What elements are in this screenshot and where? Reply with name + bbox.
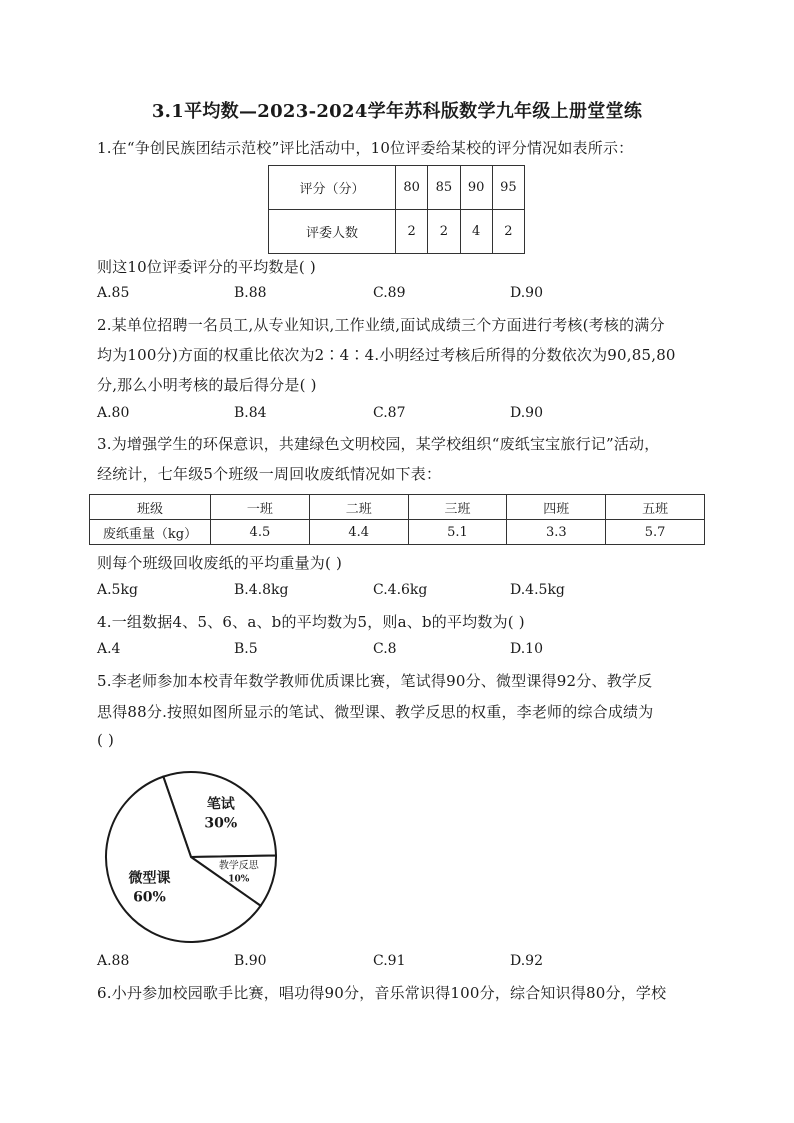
table-cell: 5.1 — [408, 520, 507, 545]
q2-options — [97, 405, 717, 425]
table-cell: 95 — [492, 166, 524, 210]
pie-slice-label: 笔试 — [206, 796, 235, 813]
q5-line-1: 5.李老师参加本校青年数学教师优质课比赛，笔试得90分、微型课得92分、教学反 — [97, 672, 653, 690]
q3-paper-table — [89, 494, 705, 545]
table-cell: 2 — [428, 210, 460, 254]
table-header-cell: 三班 — [408, 495, 507, 520]
option-c: C.8 — [373, 641, 397, 657]
q3-question: 则每个班级回收废纸的平均重量为( ) — [97, 554, 343, 572]
table-row — [90, 495, 705, 520]
table-cell: 2 — [396, 210, 428, 254]
weight-pie-chart — [96, 762, 286, 952]
table-header-cell: 一班 — [211, 495, 310, 520]
q5-line-2: 思得88分.按照如图所显示的笔试、微型课、教学反思的权重，李老师的综合成绩为 — [97, 703, 654, 721]
q3-options — [97, 582, 717, 602]
table-header-cell: 四班 — [507, 495, 606, 520]
table-row — [90, 520, 705, 545]
q2-line-2: 均为100分)方面的权重比依次为2∶4∶4.小明经过考核后所得的分数依次为90,85,80 — [97, 346, 676, 364]
table-header-cell: 五班 — [606, 495, 705, 520]
option-d: D.4.5kg — [510, 582, 565, 598]
q2-line-3: 分,那么小明考核的最后得分是( ) — [97, 376, 317, 394]
q5-options — [97, 953, 717, 973]
q6-line-1: 6.小丹参加校园歌手比赛，唱功得90分，音乐常识得100分，综合知识得80分，学校 — [97, 984, 667, 1002]
table-cell: 85 — [428, 166, 460, 210]
q3-line-2: 经统计，七年级5个班级一周回收废纸情况如下表： — [97, 465, 442, 483]
q4-stem: 4.一组数据4、5、6、a、b的平均数为5，则a、b的平均数为( ) — [97, 613, 525, 631]
q1-question: 则这10位评委评分的平均数是( ) — [97, 258, 316, 276]
option-a: A.4 — [97, 641, 121, 657]
pie-slice-label: 教学反思 — [218, 860, 259, 872]
q3-line-1: 3.为增强学生的环保意识，共建绿色文明校园，某学校组织“废纸宝宝旅行记”活动， — [97, 435, 660, 453]
table-header-cell: 二班 — [309, 495, 408, 520]
page-title: 3.1平均数—2023-2024学年苏科版数学九年级上册堂堂练 — [151, 101, 643, 122]
table-cell: 4.4 — [309, 520, 408, 545]
q5-line-3: ( ) — [97, 731, 115, 749]
option-b: B.90 — [234, 953, 267, 969]
table-cell: 5.7 — [606, 520, 705, 545]
q1-stem: 1.在“争创民族团结示范校”评比活动中，10位评委给某校的评分情况如表所示： — [97, 139, 634, 157]
option-b: B.84 — [234, 405, 267, 421]
option-b: B.88 — [234, 285, 267, 301]
q1-options — [97, 285, 717, 305]
table-header-cell: 废纸重量（kg） — [90, 520, 211, 545]
table-cell: 2 — [492, 210, 524, 254]
option-c: C.87 — [373, 405, 406, 421]
option-a: A.80 — [97, 405, 130, 421]
q1-score-table — [268, 165, 525, 254]
q2-line-1: 2.某单位招聘一名员工,从专业知识,工作业绩,面试成绩三个方面进行考核(考核的满分 — [97, 316, 665, 334]
option-d: D.92 — [510, 953, 543, 969]
pie-slice-value-label: 30% — [204, 815, 238, 832]
option-a: A.5kg — [97, 582, 138, 598]
option-d: D.90 — [510, 405, 543, 421]
option-d: D.90 — [510, 285, 543, 301]
pie-slice-value-label: 10% — [228, 874, 250, 885]
table-cell: 4.5 — [211, 520, 310, 545]
table-header-cell: 评分（分） — [269, 166, 396, 210]
option-d: D.10 — [510, 641, 543, 657]
option-c: C.89 — [373, 285, 406, 301]
option-a: A.85 — [97, 285, 130, 301]
q4-options — [97, 641, 717, 661]
table-row — [269, 210, 525, 254]
option-b: B.4.8kg — [234, 582, 289, 598]
table-cell: 3.3 — [507, 520, 606, 545]
option-c: C.4.6kg — [373, 582, 428, 598]
table-header-cell: 班级 — [90, 495, 211, 520]
option-a: A.88 — [97, 953, 130, 969]
option-c: C.91 — [373, 953, 406, 969]
table-cell: 80 — [396, 166, 428, 210]
pie-slice-value-label: 60% — [133, 889, 166, 906]
table-header-cell: 评委人数 — [269, 210, 396, 254]
table-row — [269, 166, 525, 210]
option-b: B.5 — [234, 641, 258, 657]
table-cell: 90 — [460, 166, 492, 210]
table-cell: 4 — [460, 210, 492, 254]
pie-slice-label: 微型课 — [128, 870, 171, 887]
